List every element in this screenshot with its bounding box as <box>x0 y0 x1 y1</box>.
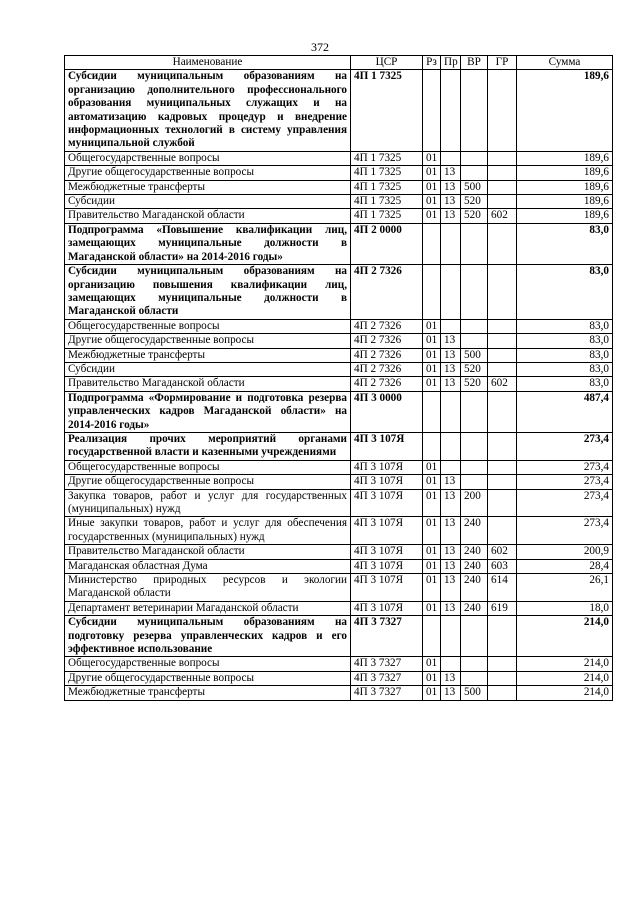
table-row <box>65 151 613 165</box>
cell-pr <box>441 657 461 671</box>
cell-rz: 01 <box>423 377 441 391</box>
cell-csr: 4П 1 7325 <box>351 209 423 223</box>
table-row <box>65 517 613 545</box>
cell-rz: 01 <box>423 545 441 559</box>
cell-sum: 214,0 <box>517 657 613 671</box>
cell-rz: 01 <box>423 348 441 362</box>
cell-vr: 520 <box>461 195 488 209</box>
cell-name: Правительство Магаданской области <box>65 209 351 223</box>
cell-name: Правительство Магаданской области <box>65 377 351 391</box>
cell-sum: 83,0 <box>517 319 613 333</box>
header-rz: Рз <box>423 56 441 70</box>
cell-gr <box>488 265 517 320</box>
cell-vr <box>461 319 488 333</box>
cell-csr: 4П 3 107Я <box>351 559 423 573</box>
cell-name: Межбюджетные трансферты <box>65 180 351 194</box>
cell-sum: 273,4 <box>517 489 613 517</box>
cell-name: Правительство Магаданской области <box>65 545 351 559</box>
cell-vr: 520 <box>461 362 488 376</box>
cell-pr <box>441 223 461 264</box>
cell-gr <box>488 460 517 474</box>
table-row <box>65 195 613 209</box>
table-row <box>65 348 613 362</box>
cell-gr <box>488 489 517 517</box>
cell-vr: 520 <box>461 209 488 223</box>
cell-pr: 13 <box>441 686 461 700</box>
header-pr: Пр <box>441 56 461 70</box>
cell-csr: 4П 3 107Я <box>351 475 423 489</box>
cell-pr: 13 <box>441 671 461 685</box>
cell-pr: 13 <box>441 195 461 209</box>
cell-vr <box>461 391 488 432</box>
cell-gr: 602 <box>488 209 517 223</box>
cell-name: Общегосударственные вопросы <box>65 657 351 671</box>
cell-csr: 4П 2 7326 <box>351 319 423 333</box>
cell-name: Межбюджетные трансферты <box>65 686 351 700</box>
cell-rz: 01 <box>423 559 441 573</box>
cell-gr <box>488 334 517 348</box>
cell-csr: 4П 3 7327 <box>351 616 423 657</box>
table-row <box>65 657 613 671</box>
cell-rz: 01 <box>423 319 441 333</box>
cell-sum: 83,0 <box>517 362 613 376</box>
cell-gr <box>488 475 517 489</box>
cell-gr <box>488 70 517 151</box>
table-row <box>65 460 613 474</box>
cell-vr <box>461 265 488 320</box>
cell-vr <box>461 223 488 264</box>
cell-name: Министерство природных ресурсов и экологии Магаданской области <box>65 574 351 602</box>
cell-sum: 189,6 <box>517 70 613 151</box>
cell-csr: 4П 3 107Я <box>351 601 423 615</box>
cell-pr <box>441 265 461 320</box>
cell-rz: 01 <box>423 686 441 700</box>
table-row <box>65 686 613 700</box>
cell-rz: 01 <box>423 195 441 209</box>
cell-rz: 01 <box>423 460 441 474</box>
cell-gr <box>488 151 517 165</box>
cell-sum: 28,4 <box>517 559 613 573</box>
table-row <box>65 377 613 391</box>
cell-pr: 13 <box>441 559 461 573</box>
cell-sum: 189,6 <box>517 195 613 209</box>
table-row-heading <box>65 432 613 460</box>
header-sum: Сумма <box>517 56 613 70</box>
cell-csr: 4П 1 7325 <box>351 195 423 209</box>
cell-sum: 83,0 <box>517 265 613 320</box>
cell-csr: 4П 3 7327 <box>351 671 423 685</box>
cell-sum: 200,9 <box>517 545 613 559</box>
cell-pr: 13 <box>441 545 461 559</box>
cell-gr <box>488 223 517 264</box>
cell-csr: 4П 2 0000 <box>351 223 423 264</box>
cell-sum: 273,4 <box>517 460 613 474</box>
cell-csr: 4П 3 107Я <box>351 545 423 559</box>
cell-vr: 500 <box>461 686 488 700</box>
cell-sum: 487,4 <box>517 391 613 432</box>
cell-pr: 13 <box>441 334 461 348</box>
cell-rz: 01 <box>423 671 441 685</box>
cell-csr: 4П 3 7327 <box>351 657 423 671</box>
cell-gr <box>488 657 517 671</box>
cell-name: Другие общегосударственные вопросы <box>65 334 351 348</box>
table-row-heading <box>65 265 613 320</box>
cell-sum: 214,0 <box>517 616 613 657</box>
cell-sum: 273,4 <box>517 475 613 489</box>
cell-sum: 214,0 <box>517 671 613 685</box>
cell-pr: 13 <box>441 362 461 376</box>
cell-name: Субсидии <box>65 362 351 376</box>
cell-sum: 189,6 <box>517 180 613 194</box>
cell-csr: 4П 2 7326 <box>351 362 423 376</box>
cell-sum: 273,4 <box>517 517 613 545</box>
table-row <box>65 671 613 685</box>
cell-pr <box>441 391 461 432</box>
cell-name: Межбюджетные трансферты <box>65 348 351 362</box>
cell-pr: 13 <box>441 209 461 223</box>
cell-rz: 01 <box>423 475 441 489</box>
cell-csr: 4П 1 7325 <box>351 166 423 180</box>
cell-csr: 4П 3 107Я <box>351 489 423 517</box>
cell-pr: 13 <box>441 517 461 545</box>
table-row <box>65 489 613 517</box>
table-row-heading <box>65 616 613 657</box>
cell-pr <box>441 70 461 151</box>
cell-vr <box>461 70 488 151</box>
cell-gr <box>488 517 517 545</box>
table-row <box>65 574 613 602</box>
cell-rz: 01 <box>423 151 441 165</box>
cell-csr: 4П 1 7325 <box>351 70 423 151</box>
cell-sum: 83,0 <box>517 223 613 264</box>
cell-rz: 01 <box>423 362 441 376</box>
header-name: Наименование <box>65 56 351 70</box>
cell-name: Субсидии муниципальным образованиям на организацию дополнительного профессионального образования муниципальных служащих и на автоматизацию кадровых процедур и внедрение информационных технологий в систему управления муниципальной службой <box>65 70 351 151</box>
cell-rz <box>423 616 441 657</box>
cell-name: Другие общегосударственные вопросы <box>65 671 351 685</box>
cell-name: Магаданская областная Дума <box>65 559 351 573</box>
cell-csr: 4П 3 107Я <box>351 574 423 602</box>
cell-name: Департамент ветеринарии Магаданской области <box>65 601 351 615</box>
cell-vr: 240 <box>461 601 488 615</box>
cell-rz: 01 <box>423 180 441 194</box>
cell-csr: 4П 1 7325 <box>351 151 423 165</box>
cell-csr: 4П 3 0000 <box>351 391 423 432</box>
cell-sum: 273,4 <box>517 432 613 460</box>
cell-pr: 13 <box>441 377 461 391</box>
cell-rz: 01 <box>423 489 441 517</box>
cell-name: Иные закупки товаров, работ и услуг для обеспечения государственных (муниципальных) нужд <box>65 517 351 545</box>
table-row <box>65 545 613 559</box>
cell-gr <box>488 180 517 194</box>
cell-rz: 01 <box>423 574 441 602</box>
cell-gr: 614 <box>488 574 517 602</box>
cell-rz <box>423 432 441 460</box>
table-row <box>65 601 613 615</box>
cell-vr <box>461 166 488 180</box>
cell-rz <box>423 391 441 432</box>
cell-csr: 4П 2 7326 <box>351 348 423 362</box>
cell-rz <box>423 265 441 320</box>
cell-gr <box>488 348 517 362</box>
table-row <box>65 209 613 223</box>
header-csr: ЦСР <box>351 56 423 70</box>
table-row <box>65 319 613 333</box>
table-row <box>65 475 613 489</box>
cell-vr <box>461 334 488 348</box>
cell-name: Общегосударственные вопросы <box>65 319 351 333</box>
cell-vr <box>461 151 488 165</box>
cell-sum: 189,6 <box>517 151 613 165</box>
cell-pr <box>441 319 461 333</box>
cell-gr: 602 <box>488 545 517 559</box>
table-row <box>65 559 613 573</box>
cell-gr <box>488 671 517 685</box>
cell-name: Субсидии <box>65 195 351 209</box>
table-row <box>65 166 613 180</box>
cell-name: Общегосударственные вопросы <box>65 151 351 165</box>
cell-pr: 13 <box>441 489 461 517</box>
cell-rz: 01 <box>423 334 441 348</box>
cell-pr: 13 <box>441 180 461 194</box>
cell-name: Другие общегосударственные вопросы <box>65 166 351 180</box>
cell-gr: 602 <box>488 377 517 391</box>
cell-rz <box>423 223 441 264</box>
cell-vr: 240 <box>461 574 488 602</box>
cell-pr: 13 <box>441 574 461 602</box>
cell-csr: 4П 1 7325 <box>351 180 423 194</box>
cell-pr <box>441 460 461 474</box>
cell-name: Закупка товаров, работ и услуг для государственных (муниципальных) нужд <box>65 489 351 517</box>
cell-pr <box>441 432 461 460</box>
cell-gr: 619 <box>488 601 517 615</box>
cell-sum: 26,1 <box>517 574 613 602</box>
cell-gr <box>488 362 517 376</box>
cell-sum: 189,6 <box>517 209 613 223</box>
cell-vr <box>461 671 488 685</box>
table-row-heading <box>65 70 613 151</box>
cell-pr: 13 <box>441 166 461 180</box>
cell-rz <box>423 70 441 151</box>
cell-vr: 500 <box>461 180 488 194</box>
cell-vr: 520 <box>461 377 488 391</box>
cell-csr: 4П 3 107Я <box>351 517 423 545</box>
cell-name: Другие общегосударственные вопросы <box>65 475 351 489</box>
cell-rz: 01 <box>423 209 441 223</box>
cell-rz: 01 <box>423 657 441 671</box>
cell-gr <box>488 319 517 333</box>
cell-name: Реализация прочих мероприятий органами государственной власти и казенными учреждениями <box>65 432 351 460</box>
table-row-heading <box>65 223 613 264</box>
cell-pr: 13 <box>441 475 461 489</box>
page-number: 372 <box>311 40 329 54</box>
cell-gr <box>488 166 517 180</box>
cell-name: Субсидии муниципальным образованиям на подготовку резерва управленческих кадров и его эффективное использование <box>65 616 351 657</box>
table-body <box>65 70 613 700</box>
cell-gr <box>488 686 517 700</box>
cell-gr: 603 <box>488 559 517 573</box>
header-vr: ВР <box>461 56 488 70</box>
cell-csr: 4П 2 7326 <box>351 377 423 391</box>
cell-name: Субсидии муниципальным образованиям на организацию повышения квалификации лиц, замещающих муниципальные должности в Магаданской области <box>65 265 351 320</box>
cell-vr <box>461 432 488 460</box>
header-gr: ГР <box>488 56 517 70</box>
cell-rz: 01 <box>423 601 441 615</box>
cell-sum: 18,0 <box>517 601 613 615</box>
cell-vr: 200 <box>461 489 488 517</box>
cell-csr: 4П 3 107Я <box>351 460 423 474</box>
cell-sum: 83,0 <box>517 377 613 391</box>
table-row <box>65 362 613 376</box>
cell-vr <box>461 657 488 671</box>
cell-pr <box>441 616 461 657</box>
cell-name: Общегосударственные вопросы <box>65 460 351 474</box>
cell-pr <box>441 151 461 165</box>
cell-vr: 240 <box>461 545 488 559</box>
table-row-heading <box>65 391 613 432</box>
cell-name: Подпрограмма «Формирование и подготовка резерва управленческих кадров Магаданской области» на 2014-2016 годы» <box>65 391 351 432</box>
cell-pr: 13 <box>441 348 461 362</box>
cell-rz: 01 <box>423 166 441 180</box>
cell-gr <box>488 391 517 432</box>
cell-sum: 214,0 <box>517 686 613 700</box>
cell-vr: 500 <box>461 348 488 362</box>
cell-csr: 4П 3 7327 <box>351 686 423 700</box>
cell-gr <box>488 195 517 209</box>
cell-gr <box>488 432 517 460</box>
cell-vr <box>461 475 488 489</box>
cell-sum: 83,0 <box>517 348 613 362</box>
cell-name: Подпрограмма «Повышение квалификации лиц, замещающих муниципальные должности в Магаданской области» на 2014-2016 годы» <box>65 223 351 264</box>
cell-pr: 13 <box>441 601 461 615</box>
cell-rz: 01 <box>423 517 441 545</box>
cell-csr: 4П 2 7326 <box>351 334 423 348</box>
table-row <box>65 334 613 348</box>
cell-gr <box>488 616 517 657</box>
cell-vr: 240 <box>461 517 488 545</box>
table-row <box>65 180 613 194</box>
cell-csr: 4П 2 7326 <box>351 265 423 320</box>
cell-sum: 189,6 <box>517 166 613 180</box>
cell-vr <box>461 460 488 474</box>
table-header-row <box>65 56 613 70</box>
cell-csr: 4П 3 107Я <box>351 432 423 460</box>
cell-vr: 240 <box>461 559 488 573</box>
cell-sum: 83,0 <box>517 334 613 348</box>
budget-table <box>64 55 613 701</box>
cell-vr <box>461 616 488 657</box>
